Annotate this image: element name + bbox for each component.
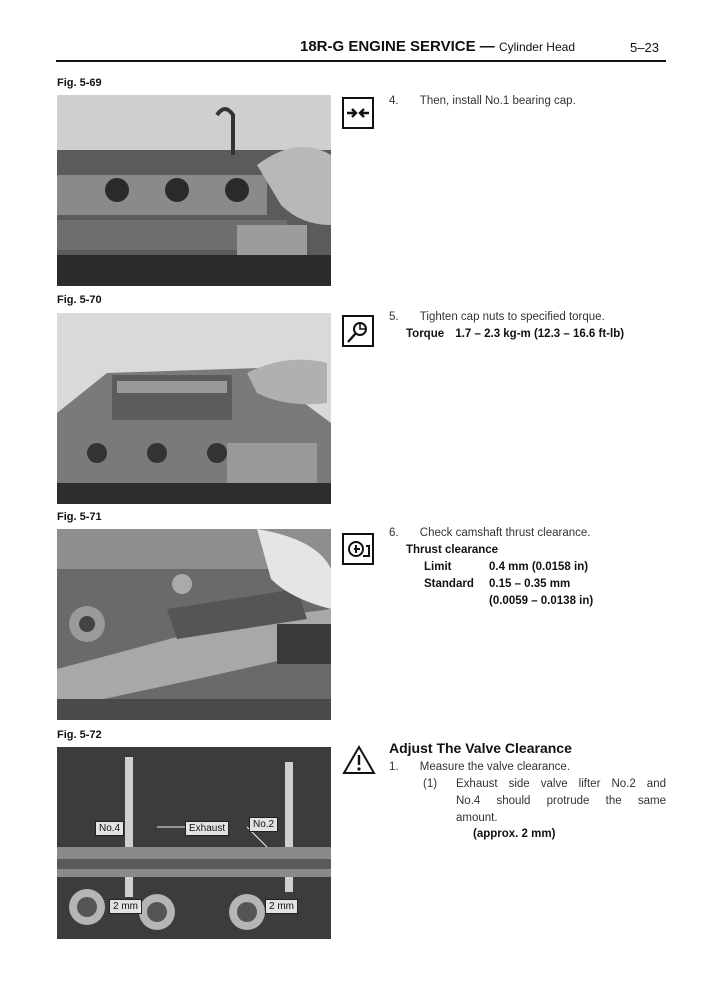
step-6-text: Check camshaft thrust clearance. <box>419 527 591 539</box>
torque-spec <box>406 328 624 340</box>
fig-5-69-photo <box>57 95 331 286</box>
sub-step-1-line1: Exhaust side valve lifter No.2 and <box>456 778 666 790</box>
page-title-main: 18R-G ENGINE SERVICE <box>300 38 476 55</box>
fig-label-5-72: Fig. 5-72 <box>57 729 102 741</box>
step-4-number: 4. <box>389 95 399 107</box>
fig-label-5-70: Fig. 5-70 <box>57 294 102 306</box>
measure-hand-icon <box>342 533 374 565</box>
standard-value-in: (0.0059 – 0.0138 in) <box>489 595 594 607</box>
step-6 <box>389 527 590 539</box>
step-4 <box>389 95 576 107</box>
fig-5-72-photo <box>57 747 331 939</box>
standard-label: Standard <box>424 578 474 590</box>
page-title-dash: — <box>479 38 495 55</box>
step-5-number: 5. <box>389 311 399 323</box>
page-title <box>300 38 575 55</box>
section-step-1 <box>389 761 570 773</box>
standard-value: 0.15 – 0.35 mm <box>489 578 571 590</box>
section-title: Adjust The Valve Clearance <box>389 740 572 756</box>
step-6-number: 6. <box>389 527 399 539</box>
page-subtitle: Cylinder Head <box>498 40 575 54</box>
install-arrows-icon <box>342 97 374 129</box>
caution-triangle-icon <box>342 745 376 780</box>
section-step-1-number: 1. <box>389 761 399 773</box>
photo-label-2mm-left: 2 mm <box>109 899 142 914</box>
step-5-text: Tighten cap nuts to specified torque. <box>419 311 605 323</box>
photo-label-exhaust: Exhaust <box>185 821 229 836</box>
torque-label: Torque <box>406 328 445 340</box>
photo-label-no2: No.2 <box>249 817 278 832</box>
fig-label-5-71: Fig. 5-71 <box>57 511 102 523</box>
torque-wrench-icon <box>342 315 374 347</box>
limit-value: 0.4 mm (0.0158 in) <box>489 561 589 573</box>
fig-5-70-photo <box>57 313 331 504</box>
photo-label-no4: No.4 <box>95 821 124 836</box>
limit-label: Limit <box>424 561 452 573</box>
photo-label-2mm-right: 2 mm <box>265 899 298 914</box>
torque-value: 1.7 – 2.3 kg-m (12.3 – 16.6 ft-lb) <box>455 328 625 340</box>
fig-label-5-69: Fig. 5-69 <box>57 77 102 89</box>
page-number: 5–23 <box>630 40 659 55</box>
fig-5-71-photo <box>57 529 331 720</box>
section-step-1-text: Measure the valve clearance. <box>419 761 571 773</box>
sub-step-1-line2: No.4 should protrude the same <box>456 795 666 807</box>
sub-step-1-line3: amount. <box>456 812 498 824</box>
sub-step-1-number: (1) <box>423 778 438 790</box>
step-4-text: Then, install No.1 bearing cap. <box>419 95 576 107</box>
thrust-clearance-heading: Thrust clearance <box>406 544 499 556</box>
header-rule <box>56 60 666 62</box>
step-5 <box>389 311 605 323</box>
sub-step-1-note: (approx. 2 mm) <box>473 828 556 840</box>
